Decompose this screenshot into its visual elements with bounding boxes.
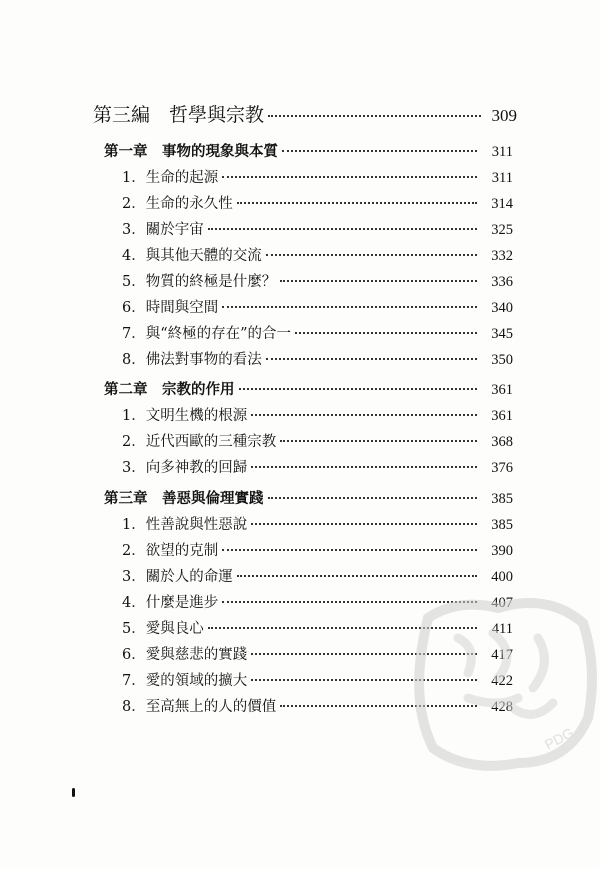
- toc-chapter-entry: [104, 487, 513, 508]
- toc-item: [122, 539, 513, 560]
- toc-item: [122, 270, 513, 291]
- item-title: 4．什麼是進步: [122, 595, 219, 611]
- watermark-text: PDG: [541, 724, 577, 753]
- dot-leader: [266, 358, 477, 360]
- item-title: 8．佛法對事物的看法: [122, 352, 262, 368]
- item-title: 2．生命的永久性: [122, 196, 233, 212]
- page-number: 385: [491, 517, 513, 533]
- page-number: 385: [491, 491, 513, 507]
- item-title: 2．近代西歐的三種宗教: [122, 434, 277, 450]
- item-title: 1．文明生機的根源: [122, 408, 248, 424]
- page-number: 407: [491, 595, 513, 611]
- dot-leader: [295, 332, 477, 334]
- ink-speck: [72, 788, 75, 797]
- page-number: 368: [491, 434, 513, 450]
- dot-leader: [208, 228, 477, 230]
- dot-leader: [268, 115, 481, 117]
- page-number: 314: [491, 196, 513, 212]
- toc-item: [122, 296, 513, 317]
- dot-leader: [280, 280, 477, 282]
- item-title: 3．關於宇宙: [122, 222, 204, 238]
- page-number: 309: [491, 106, 517, 125]
- item-title: 8．至高無上的人的價值: [122, 699, 277, 715]
- page-number: 325: [491, 222, 513, 238]
- dot-leader: [251, 523, 477, 525]
- watermark-seal: [398, 578, 600, 778]
- dot-leader: [268, 497, 478, 499]
- page-number: 345: [491, 326, 513, 342]
- dot-leader: [266, 254, 477, 256]
- toc-chapter-entry: [104, 378, 513, 399]
- item-title: 6．愛與慈悲的實踐: [122, 647, 248, 663]
- page-number: 350: [491, 352, 513, 368]
- part-title: 第三編 哲學與宗教: [93, 104, 265, 126]
- page-number: 340: [491, 300, 513, 316]
- toc-chapter-entry: [104, 140, 513, 161]
- toc-item: [122, 404, 513, 425]
- page-number: 332: [491, 248, 513, 264]
- page-number: 376: [491, 460, 513, 476]
- page-number: 411: [491, 621, 513, 637]
- toc-item: [122, 166, 513, 187]
- chapter-title: 第三章 善惡與倫理實踐: [104, 490, 264, 507]
- item-title: 3．關於人的命運: [122, 569, 233, 585]
- page-number: 361: [491, 382, 513, 398]
- item-title: 2．欲望的克制: [122, 543, 219, 559]
- page-number: 336: [491, 274, 513, 290]
- page-number: 417: [491, 647, 513, 663]
- item-title: 6．時間與空間: [122, 300, 219, 316]
- dot-leader: [251, 466, 477, 468]
- dot-leader: [251, 414, 477, 416]
- toc-item: [122, 322, 513, 343]
- page-number: 311: [491, 144, 513, 160]
- dot-leader: [222, 176, 477, 178]
- item-title: 5．愛與良心: [122, 621, 204, 637]
- dot-leader: [237, 575, 477, 577]
- dot-leader: [222, 306, 477, 308]
- page-number: 422: [491, 673, 513, 689]
- dot-leader: [222, 549, 477, 551]
- toc-item: [122, 192, 513, 213]
- toc-item: [122, 513, 513, 534]
- seal-strokes: [458, 633, 553, 714]
- dot-leader: [237, 202, 477, 204]
- item-title: 1．性善說與性惡說: [122, 517, 248, 533]
- dot-leader: [239, 388, 478, 390]
- toc-item: [122, 218, 513, 239]
- chapter-title: 第一章 事物的現象與本質: [104, 143, 278, 160]
- item-title: 3．向多神教的回歸: [122, 460, 248, 476]
- toc-item: [122, 430, 513, 451]
- toc-part-entry: [93, 100, 517, 127]
- item-title: 5．物質的終極是什麼？: [122, 274, 277, 290]
- page-number: 361: [491, 408, 513, 424]
- dot-leader: [280, 440, 477, 442]
- page-number: 311: [491, 170, 513, 186]
- item-title: 1．生命的起源: [122, 170, 219, 186]
- toc-item: [122, 456, 513, 477]
- item-title: 7．愛的領域的擴大: [122, 673, 248, 689]
- page-number: 428: [491, 699, 513, 715]
- toc-item: [122, 244, 513, 265]
- dot-leader: [282, 150, 477, 152]
- page-number: 400: [491, 569, 513, 585]
- item-title: 7．與“終極的存在”的合一: [122, 326, 292, 342]
- page-number: 390: [491, 543, 513, 559]
- chapter-title: 第二章 宗教的作用: [104, 381, 235, 398]
- toc-item: [122, 348, 513, 369]
- item-title: 4．與其他天體的交流: [122, 248, 262, 264]
